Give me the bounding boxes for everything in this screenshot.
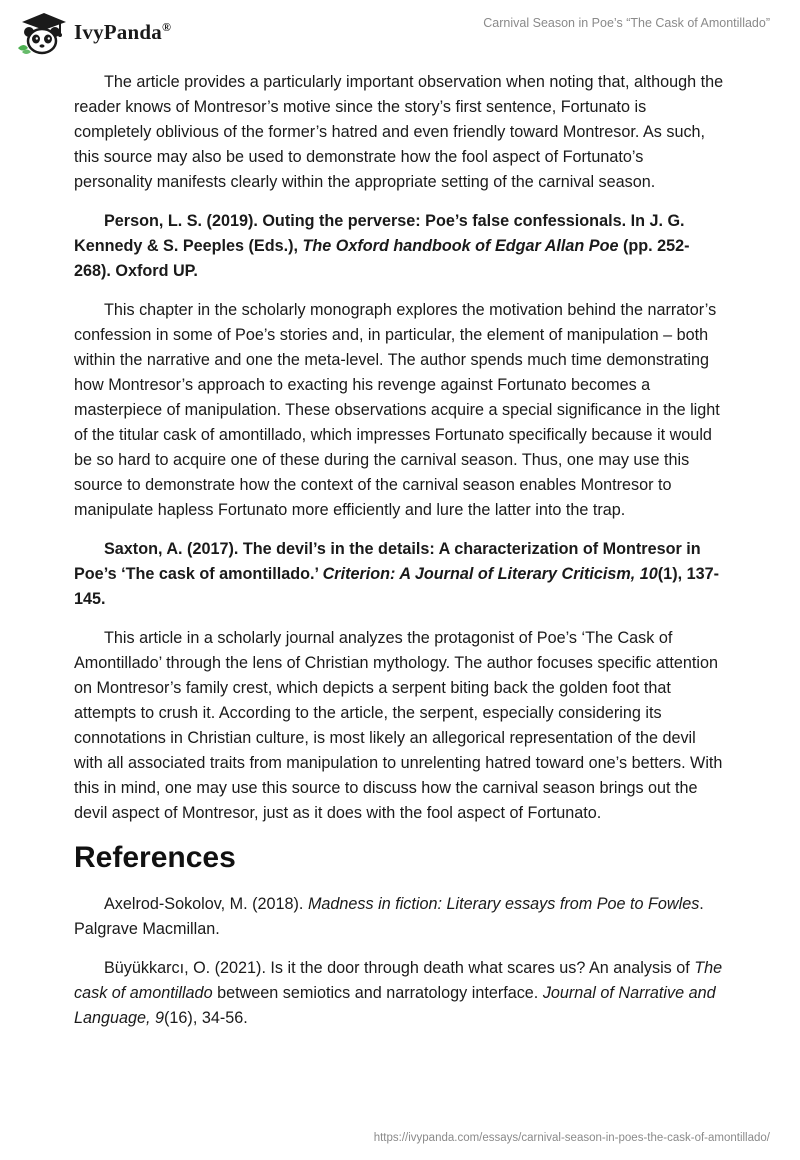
paragraph-person-annotation: This chapter in the scholarly monograph explores the motivation behind the narrator’s confession in some of Poe’s stories and, in particular, the element of manipulation – both within the narrative and one the meta-level. The author spends much time demonstrating how Montresor’s approach to exacting his revenge against Fortunato becomes a masterpiece of manipulation. These observations acquire a special significance in the light of the titular cask of amontillado, which impresses Fortunato specifically because it would be so hard to acquire one of these during the carnival season. Thus, one may use this source to demonstrate how the context of the carnival season enables Montresor to manipulate hapless Fortunato more efficiently and lure the latter into the trap. <box>74 301 720 519</box>
citation-saxton-2017: Saxton, A. (2017). The devil’s in the details: A characterization of Montresor in Poe’s ‘The cask of amontillado.’ Criterion: A Journal of Literary Criticism, 10(1), 137-145. <box>74 540 719 608</box>
paragraph-saxton-annotation: This article in a scholarly journal analyzes the protagonist of Poe’s ‘The Cask of Amontillado’ through the lens of Christian mythology. The author focuses specific attention on Montresor’s family crest, which depicts a serpent biting back the golden foot that attempts to crush it. According to the article, the serpent, especially considering its connotations in Christian culture, is most likely an allegorical representation of the devil with all associated traits from manipulation to unrelenting hatred toward one’s betters. With this in mind, one may use this source to discuss how the carnival season brings out the devil aspect of Montresor, just as it does with the fool aspect of Fortunato. <box>74 629 723 822</box>
reference-axelrod-sokolov: Axelrod-Sokolov, M. (2018). Madness in fiction: Literary essays from Poe to Fowles. Palgrave Macmillan. <box>74 895 704 938</box>
essay-content <box>74 70 726 1031</box>
page-header <box>0 0 800 64</box>
panda-graduate-icon <box>14 8 72 56</box>
logo-text: IvyPanda® <box>74 19 172 44</box>
citation-person-2019: Person, L. S. (2019). Outing the perverse: Poe’s false confessionals. In J. G. Kennedy & S. Peeples (Eds.), The Oxford handbook of Edgar Allan Poe (pp. 252-268). Oxford UP. <box>74 212 690 280</box>
references-heading: References <box>74 841 236 874</box>
running-head: Carnival Season in Poe’s “The Cask of Amontillado” <box>483 16 770 30</box>
reference-buyukkarci: Büyükkarcı, O. (2021). Is it the door through death what scares us? An analysis of The cask of amontillado between semiotics and narratology interface. Journal of Narrative and Language, 9(16), 34-56. <box>74 959 723 1027</box>
ivypanda-logo[interactable] <box>14 8 171 56</box>
paragraph-observation: The article provides a particularly important observation when noting that, although the reader knows of Montresor’s motive since the story’s first sentence, Fortunato is completely oblivious of the former’s hatred and even friendly toward Montresor. As such, this source may also be used to demonstrate how the fool aspect of Fortunato’s personality manifests clearly within the appropriate setting of the carnival season. <box>74 73 724 191</box>
footer-url[interactable]: https://ivypanda.com/essays/carnival-season-in-poes-the-cask-of-amontillado/ <box>373 1132 770 1144</box>
